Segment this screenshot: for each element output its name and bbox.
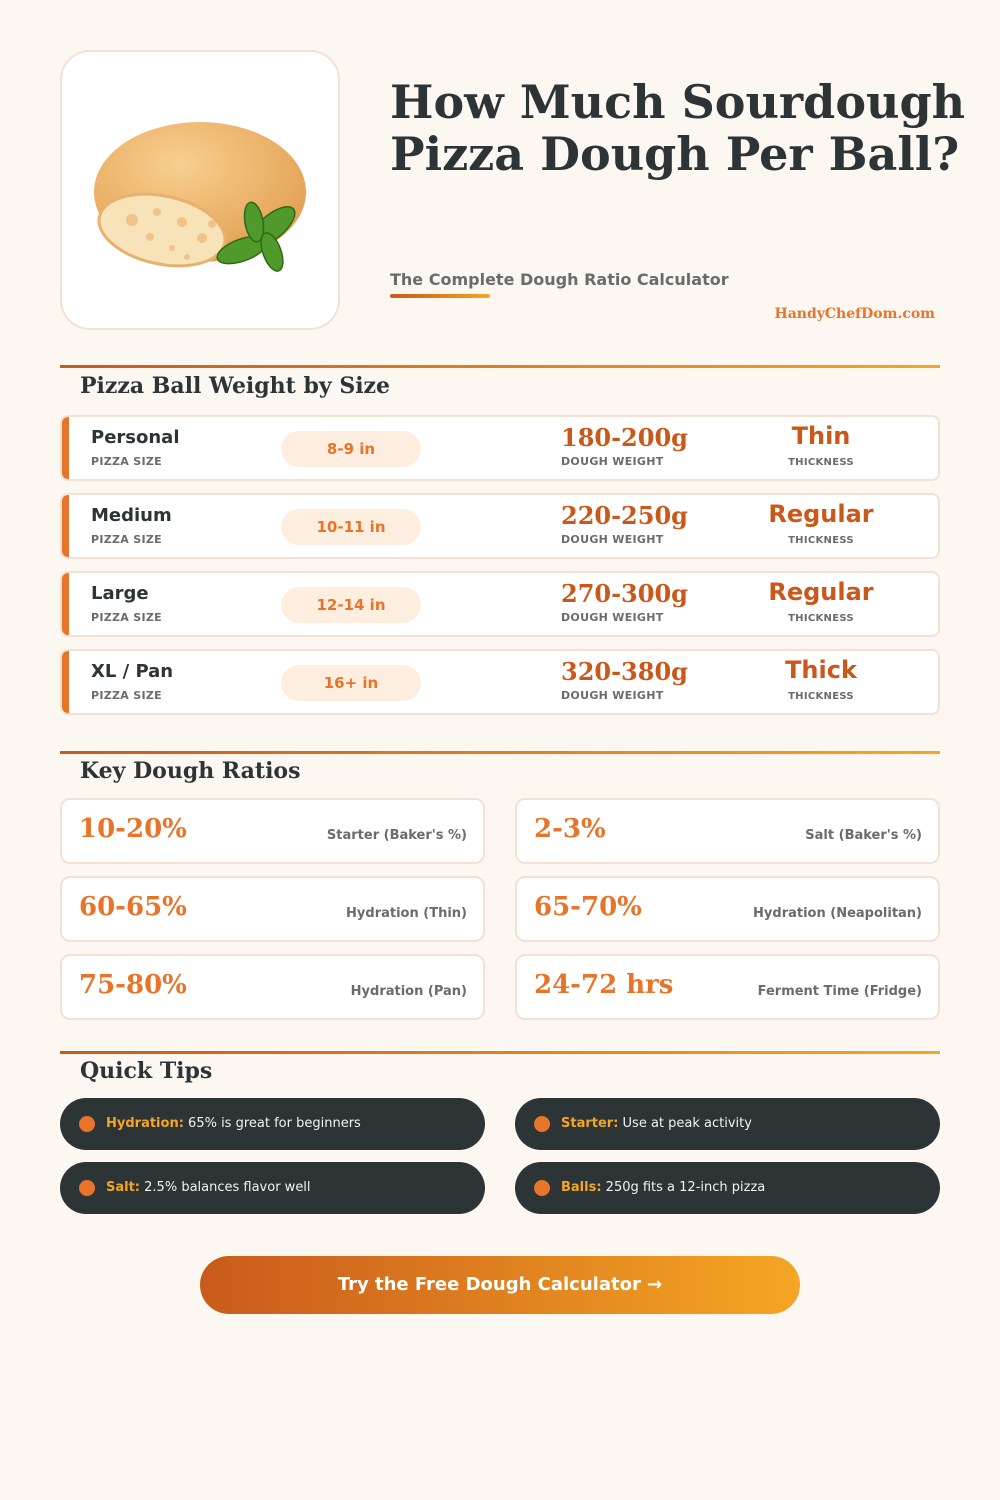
weight-label: DOUGH WEIGHT [561, 533, 664, 546]
thickness-label: THICKNESS [788, 535, 854, 546]
ratio-card [515, 798, 940, 864]
ratio-card [515, 954, 940, 1020]
page-title: How Much Sourdough Pizza Dough Per Ball? [390, 75, 966, 181]
ratios-heading: Key Dough Ratios [80, 758, 301, 784]
subtitle-underline [390, 294, 490, 298]
inches-badge: 12-14 in [281, 587, 421, 623]
ratio-card [60, 798, 485, 864]
page-subtitle: The Complete Dough Ratio Calculator [390, 270, 729, 289]
ratio-label: Ferment Time (Fridge) [757, 984, 922, 999]
tip-text: 65% is great for beginners [188, 1116, 361, 1131]
site-link[interactable]: HandyChefDom.com [774, 306, 935, 322]
ratio-value: 75-80% [79, 970, 187, 1000]
tips-heading: Quick Tips [80, 1058, 213, 1084]
size-name: Large [91, 583, 149, 604]
thickness-value: Thin [791, 422, 851, 450]
bullet-dot-icon [79, 1180, 95, 1196]
row-accent [62, 495, 69, 557]
tip-text: 2.5% balances flavor well [144, 1180, 311, 1195]
section-divider [60, 1051, 940, 1054]
bullet-dot-icon [534, 1180, 550, 1196]
ratio-value: 24-72 hrs [534, 970, 674, 1000]
dough-image-card [60, 50, 340, 330]
tip-key: Balls: [561, 1180, 602, 1195]
tip-pill [60, 1162, 485, 1214]
ratio-card [515, 876, 940, 942]
size-row [60, 493, 940, 559]
ratio-value: 10-20% [79, 814, 187, 844]
size-name: Medium [91, 505, 172, 526]
thickness-label: THICKNESS [788, 691, 854, 702]
bullet-dot-icon [79, 1116, 95, 1132]
size-label: PIZZA SIZE [91, 533, 162, 546]
thickness-value: Thick [785, 656, 857, 684]
size-name: XL / Pan [91, 661, 174, 682]
size-row [60, 571, 940, 637]
ratio-value: 65-70% [534, 892, 642, 922]
tip-key: Salt: [106, 1180, 141, 1195]
bullet-dot-icon [534, 1116, 550, 1132]
size-label: PIZZA SIZE [91, 455, 162, 468]
tip-key: Starter: [561, 1116, 619, 1131]
ratio-value: 60-65% [79, 892, 187, 922]
ratio-value: 2-3% [534, 814, 606, 844]
tip-pill [60, 1098, 485, 1150]
ratio-label: Starter (Baker's %) [326, 828, 467, 843]
size-label: PIZZA SIZE [91, 689, 162, 702]
row-accent [62, 573, 69, 635]
tip-key: Hydration: [106, 1116, 184, 1131]
tip-text: Use at peak activity [622, 1116, 752, 1131]
weight-label: DOUGH WEIGHT [561, 689, 664, 702]
thickness-label: THICKNESS [788, 457, 854, 468]
row-accent [62, 651, 69, 713]
tip-pill [515, 1162, 940, 1214]
dough-calculator-button[interactable]: Try the Free Dough Calculator → [200, 1256, 800, 1314]
ratio-label: Hydration (Pan) [350, 984, 467, 999]
size-row [60, 649, 940, 715]
thickness-label: THICKNESS [788, 613, 854, 624]
ratio-label: Hydration (Thin) [346, 906, 467, 921]
tip-text: 250g fits a 12-inch pizza [605, 1180, 766, 1195]
ratio-card [60, 876, 485, 942]
size-row [60, 415, 940, 481]
sizes-heading: Pizza Ball Weight by Size [80, 373, 391, 399]
tip-pill [515, 1098, 940, 1150]
ratio-card [60, 954, 485, 1020]
dough-ball-illustration [62, 52, 338, 328]
weight-label: DOUGH WEIGHT [561, 611, 664, 624]
inches-badge: 16+ in [281, 665, 421, 701]
size-name: Personal [91, 427, 180, 448]
dough-weight: 180-200g [561, 423, 688, 452]
inches-badge: 10-11 in [281, 509, 421, 545]
dough-weight: 320-380g [561, 657, 688, 686]
section-divider [60, 365, 940, 368]
thickness-value: Regular [768, 500, 874, 528]
row-accent [62, 417, 69, 479]
weight-label: DOUGH WEIGHT [561, 455, 664, 468]
inches-badge: 8-9 in [281, 431, 421, 467]
dough-weight: 270-300g [561, 579, 688, 608]
ratio-label: Hydration (Neapolitan) [753, 906, 922, 921]
size-label: PIZZA SIZE [91, 611, 162, 624]
dough-weight: 220-250g [561, 501, 688, 530]
ratio-label: Salt (Baker's %) [805, 828, 922, 843]
thickness-value: Regular [768, 578, 874, 606]
section-divider [60, 751, 940, 754]
